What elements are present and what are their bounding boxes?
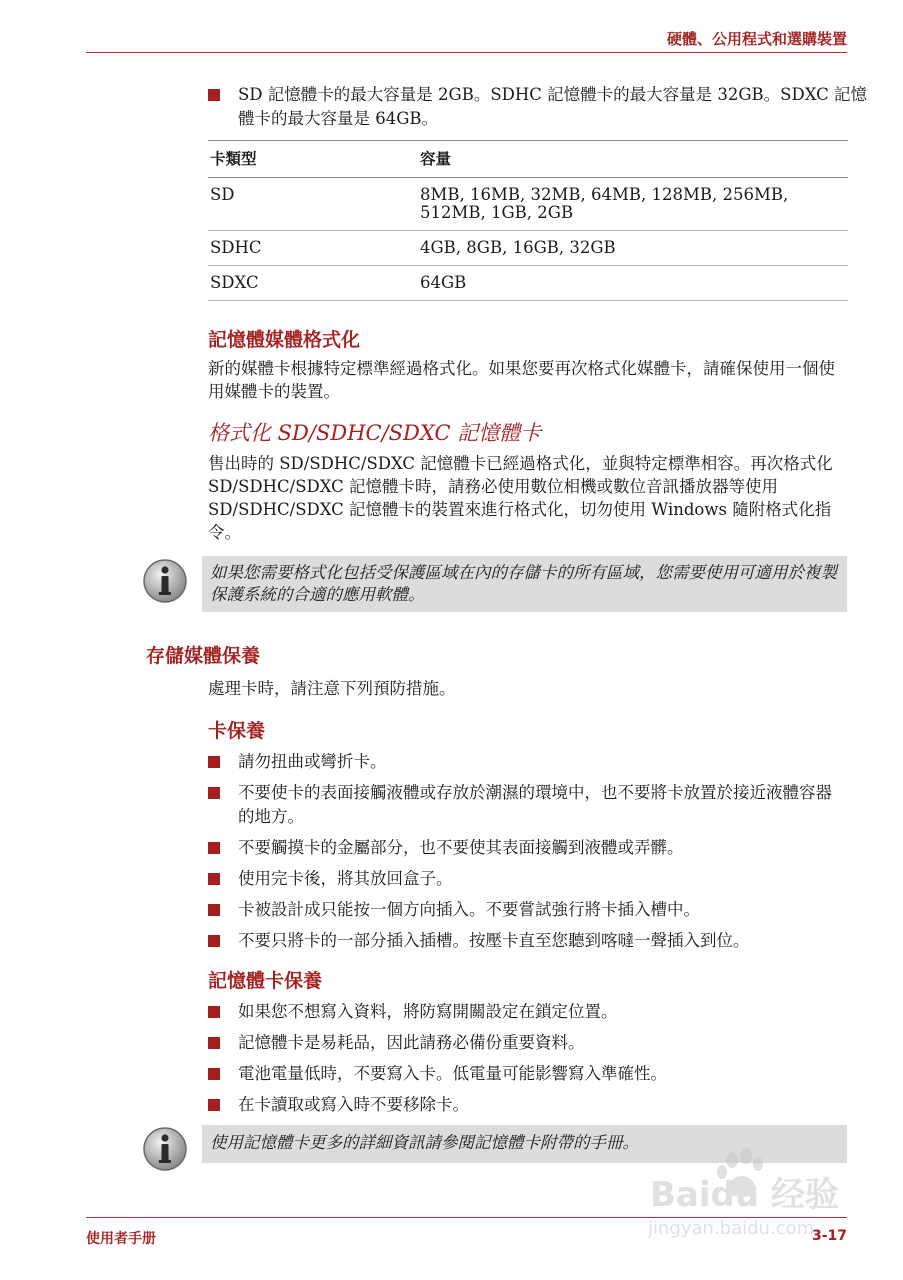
bullet-square (208, 1006, 220, 1018)
info-icon (142, 1126, 188, 1172)
bullet-square (208, 1099, 220, 1111)
bullet-square (208, 842, 220, 854)
care-intro: 處理卡時，請注意下列預防措施。 (208, 679, 456, 698)
list-item-text: 電池電量低時，不要寫入卡。低電量可能影響寫入準確性。 (238, 1064, 667, 1083)
table-header-row (208, 141, 848, 178)
list-item-text: 記憶體卡是易耗品，因此請務必備份重要資料。 (238, 1033, 585, 1052)
list-item (208, 1000, 848, 1024)
bullet-square (208, 935, 220, 947)
memory-card-care-list (208, 1000, 848, 1117)
list-item-text: 卡被設計成只能按一個方向插入。不要嘗試強行將卡插入槽中。 (238, 900, 700, 919)
bullet-square (208, 1068, 220, 1080)
list-item (208, 1062, 848, 1086)
header-rule (86, 52, 847, 53)
cell-card-type: SD (208, 178, 418, 231)
watermark-url: jingyan.baidu.com (648, 1218, 815, 1239)
table-row (208, 231, 848, 266)
list-item (208, 750, 848, 774)
memory-card-care-heading: 記憶體卡保養 (208, 970, 323, 992)
bullet-square (208, 904, 220, 916)
cell-capacity: 8MB, 16MB, 32MB, 64MB, 128MB, 256MB, 512MB, 1GB, 2GB (418, 178, 848, 231)
table-row (208, 178, 848, 231)
bullet-square (208, 787, 220, 799)
info-icon (142, 558, 188, 604)
page-number: 3-17 (811, 1228, 847, 1244)
list-item (208, 781, 848, 829)
capacity-table (208, 140, 848, 301)
cell-card-type: SDXC (208, 266, 418, 301)
column-header-capacity: 容量 (418, 141, 848, 178)
cell-capacity: 4GB, 8GB, 16GB, 32GB (418, 231, 848, 266)
format-sub-paragraph: 售出時的 SD/SDHC/SDXC 記憶體卡已經過格式化，並與特定標準相容。再次格式化 SD/SDHC/SDXC 記憶體卡時，請務必使用數位相機或數位音訊播放器等使用 SD/SDHC/SDXC 記憶體卡的裝置來進行格式化，切勿使用 Windows 隨附格式化指令。 (208, 454, 833, 542)
card-care-heading: 卡保養 (208, 720, 266, 742)
cell-card-type: SDHC (208, 231, 418, 266)
running-header: 硬體、公用程式和選購裝置 (666, 30, 847, 48)
memory-card-note: 使用記憶體卡更多的詳細資訊請參閱記憶體卡附帶的手冊。 (202, 1125, 847, 1163)
bullet-square (208, 1037, 220, 1049)
list-item (208, 1031, 848, 1055)
intro-bullet (208, 83, 878, 131)
bullet-square (208, 756, 220, 768)
format-heading: 記憶體媒體格式化 (208, 329, 361, 351)
list-item-text: 如果您不想寫入資料，將防寫開關設定在鎖定位置。 (238, 1002, 618, 1021)
list-item-text: 在卡讀取或寫入時不要移除卡。 (238, 1095, 469, 1114)
list-item (208, 836, 848, 860)
format-paragraph: 新的媒體卡根據特定標準經過格式化。如果您要再次格式化媒體卡，請確保使用一個使用媒體卡的裝置。 (208, 359, 835, 401)
list-item (208, 898, 848, 922)
cell-capacity: 64GB (418, 266, 848, 301)
card-care-list (208, 750, 848, 953)
column-header-card-type: 卡類型 (208, 141, 418, 178)
footer-manual-title: 使用者手册 (86, 1231, 156, 1247)
list-item (208, 1093, 848, 1117)
footer-rule (86, 1217, 847, 1218)
list-item-text: 使用完卡後，將其放回盒子。 (238, 869, 453, 888)
intro-bullet-text: SD 記憶體卡的最大容量是 2GB。SDHC 記憶體卡的最大容量是 32GB。SDXC 記憶體卡的最大容量是 64GB。 (238, 85, 868, 128)
bullet-square (208, 873, 220, 885)
capacity-table-wrap (208, 140, 848, 301)
baidu-watermark-logo (640, 1140, 870, 1240)
list-item-text: 不要使卡的表面接觸液體或存放於潮濕的環境中，也不要將卡放置於接近液體容器的地方。 (238, 783, 832, 826)
list-item (208, 867, 848, 891)
bullet-square (208, 89, 220, 101)
list-item-text: 不要只將卡的一部分插入插槽。按壓卡直至您聽到喀噠一聲插入到位。 (238, 931, 750, 950)
format-subheading: 格式化 SD/SDHC/SDXC 記憶體卡 (208, 421, 542, 445)
list-item (208, 929, 848, 953)
format-note: 如果您需要格式化包括受保護區域在內的存儲卡的所有區域，您需要使用可適用於複製保護系統的合適的應用軟體。 (202, 556, 847, 612)
care-heading: 存儲媒體保養 (146, 645, 261, 667)
list-item-text: 不要觸摸卡的金屬部分，也不要使其表面接觸到液體或弄髒。 (238, 838, 684, 857)
watermark-text: Baidu 经验 (650, 1175, 839, 1215)
list-item-text: 請勿扭曲或彎折卡。 (238, 752, 387, 771)
table-row (208, 266, 848, 301)
